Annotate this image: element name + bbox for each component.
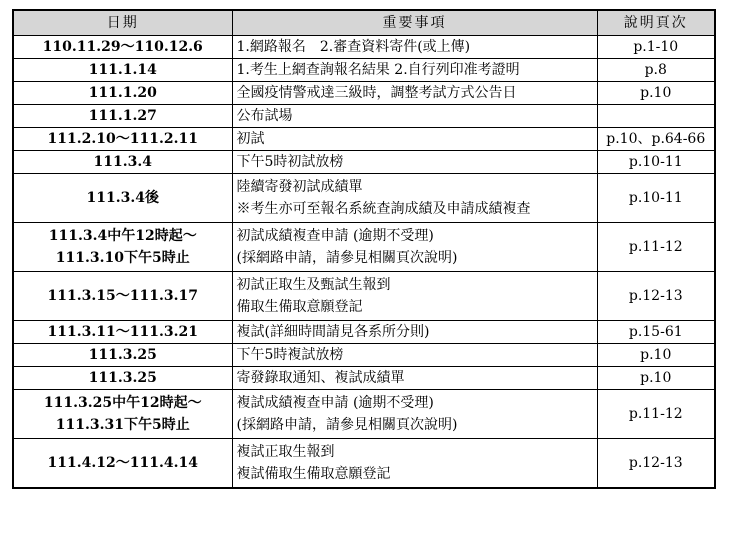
date-text: 111.2.10～111.2.11 xyxy=(47,131,198,147)
item-text: 複試(詳細時間請見各系所分則) xyxy=(236,324,430,340)
header-date: 日期 xyxy=(13,10,232,36)
date-cell xyxy=(13,223,232,272)
date-cell xyxy=(13,82,232,105)
page-reference-cell: p.11-12 xyxy=(597,223,715,272)
date-text: 111.3.4中午12時起～ xyxy=(48,228,197,244)
item-cell xyxy=(232,128,597,151)
date-cell xyxy=(13,59,232,82)
item-cell xyxy=(232,174,597,223)
table-row xyxy=(13,223,715,272)
item-cell xyxy=(232,223,597,272)
item-text: 複試正取生報到 xyxy=(236,443,335,460)
date-cell xyxy=(13,174,232,223)
table-row xyxy=(13,344,715,367)
date-text: 111.3.15～111.3.17 xyxy=(47,288,198,304)
item-text: 初試成績複查申請 (逾期不受理) xyxy=(236,228,434,244)
schedule-table xyxy=(12,9,716,489)
page-reference-cell: p.12-13 xyxy=(597,272,715,321)
table-body xyxy=(13,36,715,488)
item-text: 1.網路報名 2.審查資料寄件(或上傳) xyxy=(236,39,471,55)
date-cell xyxy=(13,128,232,151)
item-text: 初試正取生及甄試生報到 xyxy=(236,277,391,293)
item-text: 下午5時複試放榜 xyxy=(236,347,344,363)
item-text: 公布試場 xyxy=(236,108,293,124)
item-text: 下午5時初試放榜 xyxy=(236,154,344,170)
table-row xyxy=(13,390,715,439)
date-cell xyxy=(13,390,232,439)
date-cell xyxy=(13,439,232,488)
date-text: 111.3.4後 xyxy=(86,190,159,206)
date-text: 111.3.11～111.3.21 xyxy=(47,324,198,340)
date-cell xyxy=(13,321,232,344)
item-text: (採網路申請，請參見相關頁次說明) xyxy=(236,250,458,266)
item-cell xyxy=(232,344,597,367)
item-text: ※考生亦可至報名系統查詢成績及申請成績複查 xyxy=(236,201,531,217)
item-cell xyxy=(232,367,597,390)
item-text: 寄發錄取通知、複試成績單 xyxy=(236,370,405,386)
item-text: 複試備取生備取意願登記 xyxy=(236,465,391,482)
page-reference-cell: p.10 xyxy=(597,82,715,105)
table-row xyxy=(13,321,715,344)
item-cell xyxy=(232,59,597,82)
date-cell xyxy=(13,367,232,390)
date-text: 111.1.27 xyxy=(88,108,157,124)
page-reference-cell: p.8 xyxy=(597,59,715,82)
item-text: 複試成績複查申請 (逾期不受理) xyxy=(236,395,434,411)
table-row xyxy=(13,174,715,223)
page-reference-cell: p.10-11 xyxy=(597,151,715,174)
date-text: 111.3.10下午5時止 xyxy=(55,250,190,266)
page-reference-cell xyxy=(597,105,715,128)
table-header xyxy=(13,10,715,36)
page-reference-cell: p.10-11 xyxy=(597,174,715,223)
date-cell xyxy=(13,105,232,128)
page-reference-cell: p.11-12 xyxy=(597,390,715,439)
table-row xyxy=(13,439,715,488)
header-page-reference: 說明頁次 xyxy=(597,10,715,36)
item-cell xyxy=(232,439,597,488)
table-row xyxy=(13,82,715,105)
date-cell xyxy=(13,272,232,321)
item-text: 陸續寄發初試成績單 xyxy=(236,179,363,195)
header-row xyxy=(13,10,715,36)
table-row xyxy=(13,151,715,174)
page-reference-cell: p.10 xyxy=(597,344,715,367)
date-cell xyxy=(13,36,232,59)
date-cell xyxy=(13,344,232,367)
table-row xyxy=(13,128,715,151)
page-reference-cell: p.1-10 xyxy=(597,36,715,59)
item-text: (採網路申請，請參見相關頁次說明) xyxy=(236,417,458,433)
page-reference-cell: p.12-13 xyxy=(597,439,715,488)
item-text: 備取生備取意願登記 xyxy=(236,299,363,315)
item-cell xyxy=(232,321,597,344)
date-text: 111.1.14 xyxy=(88,62,157,78)
date-text: 111.3.25 xyxy=(88,370,157,386)
table-row xyxy=(13,105,715,128)
item-text: 1.考生上網查詢報名結果 2.自行列印准考證明 xyxy=(236,62,520,78)
table-row xyxy=(13,367,715,390)
item-text: 初試 xyxy=(236,131,265,147)
date-text: 111.4.12～111.4.14 xyxy=(47,454,198,471)
item-cell xyxy=(232,36,597,59)
header-important-items: 重要事項 xyxy=(232,10,597,36)
item-text: 全國疫情警戒達三級時，調整考試方式公告日 xyxy=(236,85,517,101)
table-row xyxy=(13,59,715,82)
item-cell xyxy=(232,272,597,321)
page-reference-cell: p.10、p.64-66 xyxy=(597,128,715,151)
date-text: 111.3.25中午12時起～ xyxy=(43,395,202,411)
table-row xyxy=(13,36,715,59)
item-cell xyxy=(232,105,597,128)
date-text: 111.3.31下午5時止 xyxy=(55,417,190,433)
item-cell xyxy=(232,390,597,439)
date-text: 111.3.25 xyxy=(88,347,157,363)
date-cell xyxy=(13,151,232,174)
table-row xyxy=(13,272,715,321)
item-cell xyxy=(232,82,597,105)
page-reference-cell: p.15-61 xyxy=(597,321,715,344)
date-text: 111.3.4 xyxy=(93,154,152,170)
page-reference-cell: p.10 xyxy=(597,367,715,390)
date-text: 111.1.20 xyxy=(88,85,157,101)
date-text: 110.11.29～110.12.6 xyxy=(42,39,203,55)
item-cell xyxy=(232,151,597,174)
